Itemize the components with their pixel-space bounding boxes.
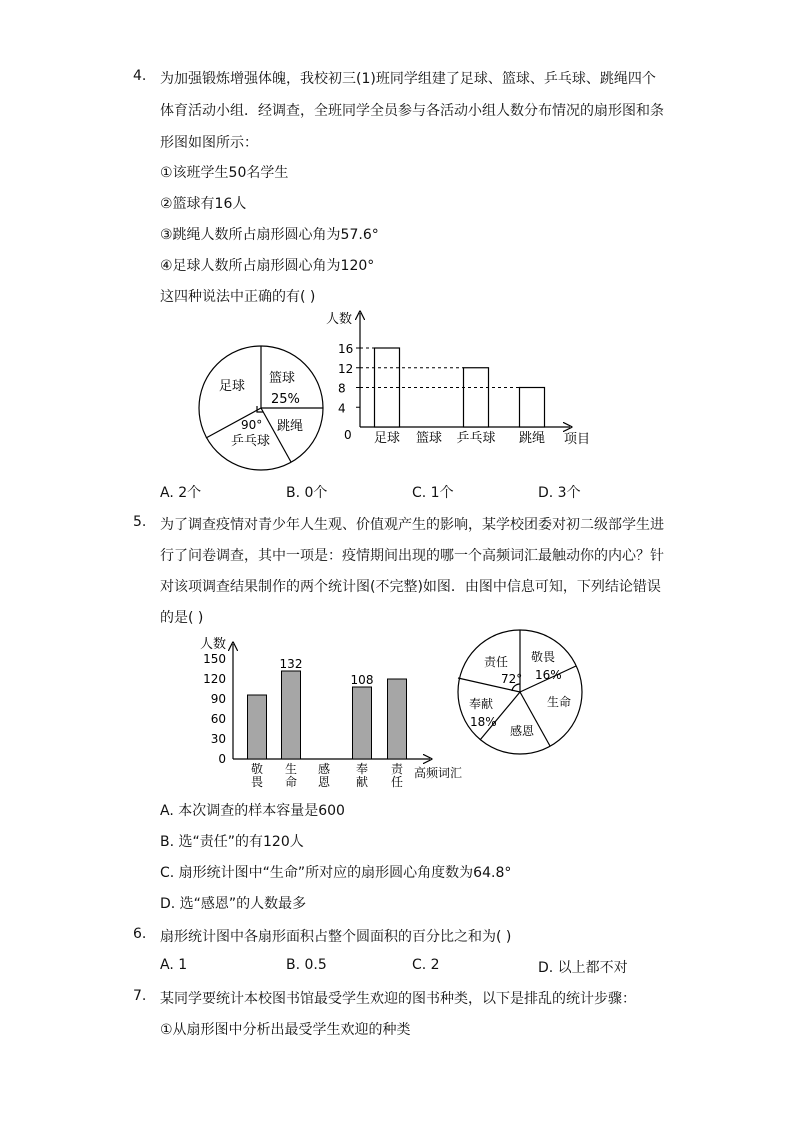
x-tick-label: 任 [390, 775, 404, 789]
x-tick-label: 篮球 [415, 431, 443, 446]
y-tick-label: 4 [338, 401, 346, 416]
q5-bar-chart [190, 632, 480, 797]
y-axis-label: 人数 [326, 312, 353, 327]
option-b[interactable]: B. 0个 [286, 485, 328, 501]
question-text-line: 为了调查疫情对青少年人生观、价值观产生的影响，某学校团委对初二级部学生进 [160, 517, 664, 533]
bar [248, 695, 267, 759]
pie-label-jingwei-pct: 16% [535, 668, 562, 682]
y-tick-label: 12 [338, 361, 354, 376]
x-tick-label: 命 [284, 775, 298, 789]
option-b[interactable]: B. 选“责任”的有120人 [160, 834, 304, 850]
option-a[interactable]: A. 1 [160, 957, 188, 973]
statement-4: ④足球人数所占扇形圆心角为120° [160, 258, 375, 274]
y-tick-label: 0 [344, 428, 352, 442]
bar [388, 679, 407, 759]
pie-label-basketball-pct: 25% [271, 392, 300, 407]
question-text-line: 的是( ) [160, 610, 204, 626]
pie-label-football: 足球 [219, 379, 246, 394]
x-tick-label: 跳绳 [518, 431, 546, 446]
y-tick-label: 60 [210, 712, 226, 726]
pie-label-ganen: 感恩 [510, 724, 535, 738]
statement-2: ②篮球有16人 [160, 196, 247, 212]
pie-label-basketball: 篮球 [269, 371, 296, 386]
bar [520, 388, 545, 428]
x-tick-label: 感 [317, 762, 331, 776]
y-tick-label: 8 [338, 381, 346, 396]
option-a[interactable]: A. 2个 [160, 485, 202, 501]
x-axis-label: 项目 [564, 432, 591, 447]
question-number: 5. [133, 514, 147, 530]
x-tick-label: 恩 [317, 775, 331, 789]
q5-pie-chart [452, 627, 587, 757]
bar [464, 368, 489, 427]
question-text-line: 为加强锻炼增强体魄，我校初三(1)班同学组建了足球、篮球、乒乓球、跳绳四个 [160, 71, 656, 87]
option-d[interactable]: D. 选“感恩”的人数最多 [160, 896, 307, 912]
y-axis-label: 人数 [200, 637, 227, 652]
option-a[interactable]: A. 本次调查的样本容量是600 [160, 803, 345, 819]
option-b[interactable]: B. 0.5 [286, 957, 327, 973]
statement-1: ①该班学生50名学生 [160, 165, 289, 181]
option-d[interactable]: D. 3个 [538, 485, 581, 501]
bar [282, 671, 301, 759]
q4-bar-chart [320, 305, 600, 455]
y-tick-label: 90 [210, 692, 226, 706]
question-text-line: 形图如图所示： [160, 135, 258, 151]
x-tick-label: 奉 [355, 762, 369, 776]
x-axis-label: 高频词汇 [414, 766, 463, 780]
y-tick-label: 16 [338, 342, 354, 356]
question-text-line: 体育活动小组．经调查，全班同学全员参与各活动小组人数分布情况的扇形图和条 [160, 103, 664, 119]
option-c[interactable]: C. 2 [412, 957, 440, 973]
question-text-line: 扇形统计图中各扇形面积占整个圆面积的百分比之和为( ) [160, 929, 512, 945]
pie-label-angle: 90° [241, 418, 263, 432]
x-tick-label: 足球 [373, 431, 401, 446]
statement-3: ③跳绳人数所占扇形圆心角为57.6° [160, 227, 379, 243]
pie-label-shengming: 生命 [547, 695, 572, 709]
data-label: 132 [279, 657, 303, 671]
x-tick-label: 敬 [250, 762, 264, 776]
question-prompt: 这四种说法中正确的有( ) [160, 289, 316, 305]
pie-label-jingwei: 敬畏 [531, 650, 556, 664]
q4-pie-chart [195, 340, 330, 475]
bar [353, 687, 372, 759]
y-tick-label: 0 [218, 752, 226, 766]
pie-label-tiaosheng: 跳绳 [277, 419, 304, 434]
question-number: 7. [133, 988, 147, 1004]
x-tick-label: 乒乓球 [456, 431, 496, 446]
option-c[interactable]: C. 1个 [412, 485, 454, 501]
data-label: 108 [350, 673, 374, 687]
question-text-line: 某同学要统计本校图书馆最受学生欢迎的图书种类，以下是排乱的统计步骤： [160, 991, 636, 1007]
option-d[interactable]: D. 以上都不对 [538, 960, 628, 976]
question-text-line: 行了问卷调查，其中一项是：疫情期间出现的哪一个高频词汇最触动你的内心？针 [160, 548, 664, 564]
question-number: 4. [133, 68, 147, 84]
y-tick-label: 120 [203, 672, 226, 686]
pie-label-angle: 72° [501, 672, 523, 686]
x-tick-label: 献 [355, 775, 369, 789]
x-tick-label: 生 [284, 762, 298, 776]
question-number: 6. [133, 926, 147, 942]
x-tick-label: 畏 [250, 775, 264, 789]
pie-label-zeren: 责任 [484, 655, 509, 669]
option-c[interactable]: C. 扇形统计图中“生命”所对应的扇形圆心角度数为64.8° [160, 865, 512, 881]
question-text-line: 对该项调查结果制作的两个统计图(不完整)如图．由图中信息可知，下列结论错误 [160, 579, 661, 595]
y-tick-label: 30 [210, 732, 226, 746]
pie-label-fengxian: 奉献 [469, 697, 494, 711]
pie-label-pingpong: 乒乓球 [231, 434, 271, 449]
x-tick-label: 责 [390, 762, 404, 776]
pie-label-fengxian-pct: 18% [470, 715, 497, 729]
step-1: ①从扇形图中分析出最受学生欢迎的种类 [160, 1022, 411, 1038]
y-tick-label: 150 [203, 652, 226, 666]
